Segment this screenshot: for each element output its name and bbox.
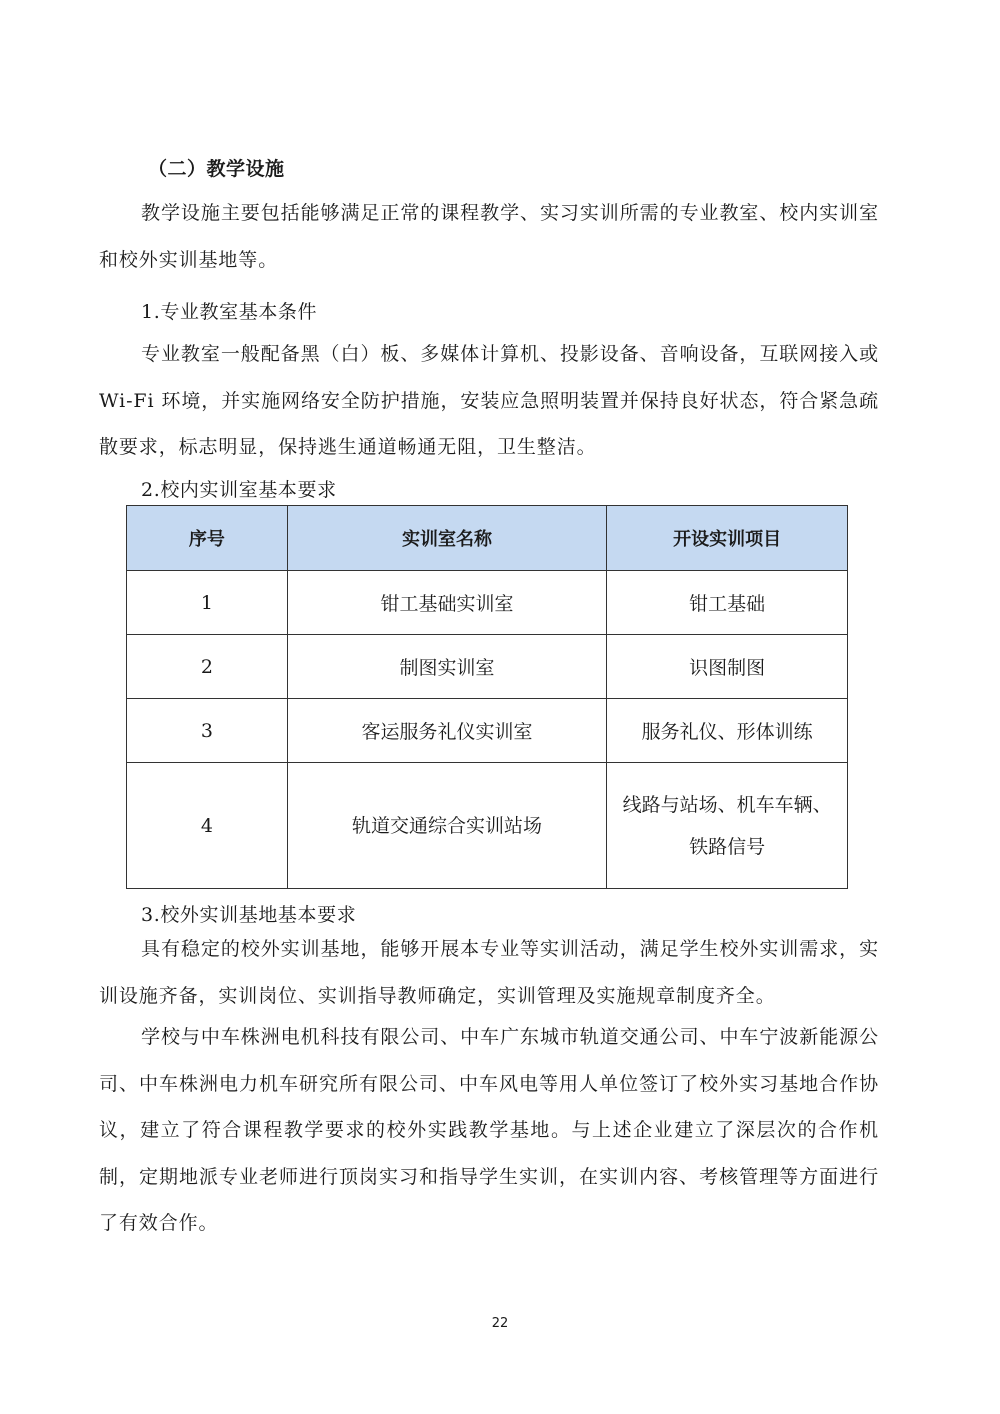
table-row bbox=[127, 635, 848, 699]
cell-room-name: 钳工基础实训室 bbox=[287, 571, 607, 635]
offsite-text-2: 学校与中车株洲电机科技有限公司、中车广东城市轨道交通公司、中车宁波新能源公司、中车株洲电力机车研究所有限公司、中车风电等用人单位签订了校外实习基地合作协议，建立了符合课程教学要求的校外实践教学基地。与上述企业建立了深层次的合作机制，定期地派专业老师进行顶岗实习和指导学生实训，在实训内容、考核管理等方面进行了有效合作。 bbox=[99, 1026, 879, 1234]
header-no: 序号 bbox=[127, 506, 288, 571]
intro-paragraph bbox=[99, 190, 879, 283]
table-row bbox=[127, 763, 848, 889]
cell-no: 3 bbox=[127, 699, 288, 763]
cell-no: 1 bbox=[127, 571, 288, 635]
header-training-items: 开设实训项目 bbox=[607, 506, 848, 571]
offsite-text-1: 具有稳定的校外实训基地，能够开展本专业等实训活动，满足学生校外实训需求，实训设施齐备，实训岗位、实训指导教师确定，实训管理及实施规章制度齐全。 bbox=[99, 938, 879, 1007]
page-number: 22 bbox=[491, 1316, 509, 1331]
cell-room-name: 轨道交通综合实训站场 bbox=[287, 763, 607, 889]
intro-text: 教学设施主要包括能够满足正常的课程教学、实习实训所需的专业教室、校内实训室和校外实训基地等。 bbox=[99, 202, 879, 271]
cell-no: 2 bbox=[127, 635, 288, 699]
cell-training-items: 钳工基础 bbox=[607, 571, 848, 635]
cell-room-name: 客运服务礼仪实训室 bbox=[287, 699, 607, 763]
cell-training-items: 服务礼仪、形体训练 bbox=[607, 699, 848, 763]
cell-training-items-line: 铁路信号 bbox=[689, 835, 766, 858]
offsite-paragraph-1 bbox=[99, 926, 879, 1019]
offsite-title: 3.校外实训基地基本要求 bbox=[141, 904, 357, 926]
cell-room-name: 制图实训室 bbox=[287, 635, 607, 699]
table-row bbox=[127, 699, 848, 763]
cell-training-items: 识图制图 bbox=[607, 635, 848, 699]
section-heading: （二）教学设施 bbox=[148, 158, 285, 180]
header-room-name: 实训室名称 bbox=[287, 506, 607, 571]
classroom-paragraph bbox=[99, 331, 879, 471]
cell-no: 4 bbox=[127, 763, 288, 889]
table-header-row bbox=[127, 506, 848, 571]
table-row bbox=[127, 571, 848, 635]
classroom-text: 专业教室一般配备黑（白）板、多媒体计算机、投影设备、音响设备，互联网接入或 Wi-Fi 环境，并实施网络安全防护措施，安装应急照明装置并保持良好状态，符合紧急疏散要求，标志明显，保持逃生通道畅通无阻，卫生整洁。 bbox=[99, 343, 879, 458]
training-room-table bbox=[126, 505, 848, 889]
onsite-title: 2.校内实训室基本要求 bbox=[141, 479, 337, 501]
classroom-title: 1.专业教室基本条件 bbox=[141, 301, 318, 323]
cell-training-items-line: 线路与站场、机车车辆、 bbox=[622, 793, 832, 816]
offsite-paragraph-2 bbox=[99, 1014, 879, 1247]
cell-training-items bbox=[607, 763, 848, 889]
